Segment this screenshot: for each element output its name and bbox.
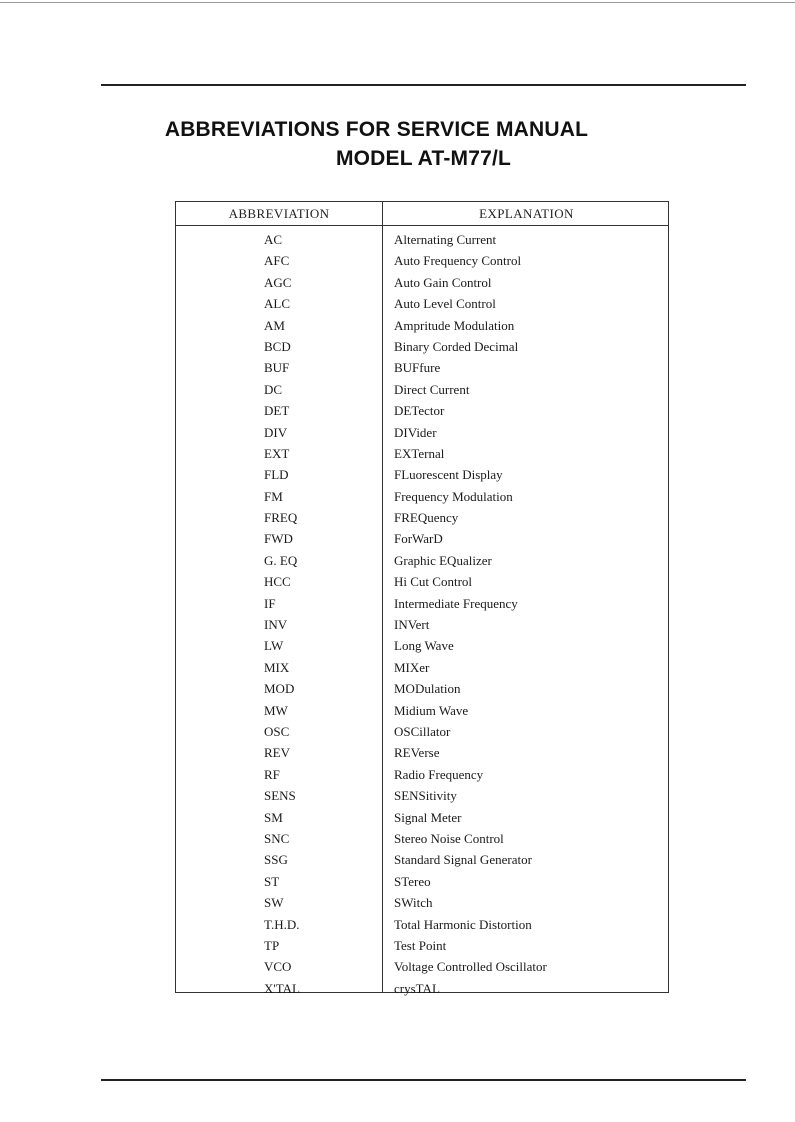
abbreviation-cell: X'TAL	[264, 980, 300, 996]
model-title: MODEL AT-M77/L	[335, 147, 512, 170]
abbreviation-cell: BCD	[264, 338, 291, 354]
bottom-rule	[101, 1079, 746, 1081]
table-row	[176, 593, 668, 614]
header-divider	[176, 225, 668, 226]
table-row	[176, 336, 668, 357]
table-row	[176, 892, 668, 913]
abbreviation-cell: SW	[264, 895, 284, 911]
abbreviation-cell: REV	[264, 745, 290, 761]
abbreviation-cell: ST	[264, 873, 280, 889]
table-row	[176, 250, 668, 271]
table-row	[176, 229, 668, 250]
abbreviation-cell: INV	[264, 617, 288, 633]
explanation-cell: crysTAL	[394, 980, 440, 996]
explanation-cell: Stereo Noise Control	[394, 830, 504, 846]
abbreviation-cell: G. EQ	[264, 552, 298, 568]
abbreviation-cell: MOD	[264, 681, 295, 697]
abbreviation-cell: SM	[264, 809, 283, 825]
table-row	[176, 785, 668, 806]
abbreviation-cell: AC	[264, 232, 283, 247]
explanation-cell: SENSitivity	[394, 788, 457, 804]
abbreviation-cell: MIX	[264, 659, 290, 675]
explanation-cell: Hi Cut Control	[394, 574, 473, 590]
table-row	[176, 635, 668, 656]
table-row	[176, 571, 668, 592]
abbreviation-cell: TP	[264, 937, 280, 953]
abbreviation-cell: HCC	[264, 574, 291, 590]
explanation-cell: ForWarD	[394, 531, 443, 547]
abbreviation-cell: DC	[264, 381, 283, 397]
explanation-cell: Graphic EQualizer	[394, 552, 492, 568]
abbreviation-cell: AFC	[264, 253, 290, 269]
table-row	[176, 379, 668, 400]
abbreviation-cell: FLD	[264, 467, 289, 483]
explanation-cell: Intermediate Frequency	[394, 595, 518, 611]
abbreviation-cell: OSC	[264, 723, 290, 739]
table-row	[176, 721, 668, 742]
explanation-cell: SWitch	[394, 895, 433, 911]
explanation-cell: REVerse	[394, 745, 440, 761]
explanation-cell: DETector	[394, 403, 445, 419]
table-row	[176, 464, 668, 485]
explanation-cell: Auto Frequency Control	[394, 253, 522, 269]
explanation-cell: Midium Wave	[394, 702, 469, 718]
table-row	[176, 550, 668, 571]
table-row	[176, 614, 668, 635]
abbreviation-cell: RF	[264, 766, 280, 782]
table-row	[176, 935, 668, 956]
explanation-cell: FLuorescent Display	[394, 467, 503, 483]
explanation-cell: FREQuency	[394, 510, 459, 526]
abbreviation-cell: ALC	[264, 296, 290, 312]
abbreviation-cell: LW	[264, 638, 284, 654]
abbreviation-cell: BUF	[264, 360, 290, 376]
explanation-cell: Ampritude Modulation	[394, 317, 515, 333]
abbreviation-cell: SNC	[264, 830, 290, 846]
explanation-cell: Signal Meter	[394, 809, 462, 825]
page-top-edge	[0, 2, 795, 3]
table-row	[176, 978, 668, 999]
explanation-cell: Long Wave	[394, 638, 454, 654]
table-row	[176, 678, 668, 699]
abbreviation-cell: T.H.D.	[264, 916, 300, 932]
explanation-cell: MIXer	[394, 659, 430, 675]
table-row	[176, 849, 668, 870]
explanation-cell: INVert	[394, 617, 430, 633]
abbreviation-table	[175, 201, 669, 996]
table-row	[176, 742, 668, 763]
abbreviation-header: ABBREVIATION	[228, 206, 330, 221]
explanation-cell: Direct Current	[394, 381, 470, 397]
table-row	[176, 315, 668, 336]
abbreviation-cell: IF	[264, 595, 276, 611]
abbreviation-cell: DIV	[264, 424, 288, 440]
table-row	[176, 443, 668, 464]
table-row	[176, 871, 668, 892]
explanation-cell: Radio Frequency	[394, 766, 484, 782]
table-row	[176, 807, 668, 828]
explanation-cell: DIVider	[394, 424, 437, 440]
table-body	[176, 229, 668, 999]
table-row	[176, 357, 668, 378]
top-rule	[101, 84, 746, 86]
table-row	[176, 657, 668, 678]
explanation-cell: Auto Gain Control	[394, 274, 492, 290]
document-title: ABBREVIATIONS FOR SERVICE MANUAL	[164, 118, 589, 141]
table-row	[176, 486, 668, 507]
table-row	[176, 400, 668, 421]
explanation-cell: OSCillator	[394, 723, 451, 739]
table-row	[176, 293, 668, 314]
table-row	[176, 914, 668, 935]
abbreviation-cell: VCO	[264, 959, 292, 975]
table-row	[176, 528, 668, 549]
abbreviation-cell: FREQ	[264, 510, 298, 526]
explanation-cell: Total Harmonic Distortion	[394, 916, 532, 932]
explanation-cell: Binary Corded Decimal	[394, 338, 519, 354]
abbreviation-cell: AM	[264, 317, 285, 333]
explanation-cell: MODulation	[394, 681, 461, 697]
explanation-cell: Frequency Modulation	[394, 488, 513, 504]
explanation-header: EXPLANATION	[479, 206, 574, 221]
explanation-cell: STereo	[394, 873, 431, 889]
explanation-cell: Alternating Current	[394, 232, 497, 247]
abbreviation-cell: DET	[264, 403, 290, 419]
table-row	[176, 764, 668, 785]
table-row	[176, 507, 668, 528]
abbreviation-cell: MW	[264, 702, 288, 718]
table-row	[176, 956, 668, 977]
explanation-cell: Voltage Controlled Oscillator	[394, 959, 547, 975]
explanation-cell: Auto Level Control	[394, 296, 496, 312]
table-row	[176, 828, 668, 849]
explanation-cell: EXTernal	[394, 445, 445, 461]
abbreviation-cell: AGC	[264, 274, 292, 290]
abbreviation-cell: EXT	[264, 445, 290, 461]
explanation-cell: Test Point	[394, 937, 447, 953]
abbreviation-cell: SENS	[264, 788, 296, 804]
table-row	[176, 422, 668, 443]
abbreviation-cell: FM	[264, 488, 283, 504]
abbreviation-cell: SSG	[264, 852, 288, 868]
explanation-cell: Standard Signal Generator	[394, 852, 532, 868]
table-row	[176, 272, 668, 293]
explanation-cell: BUFfure	[394, 360, 441, 376]
table-row	[176, 700, 668, 721]
abbreviation-cell: FWD	[264, 531, 293, 547]
